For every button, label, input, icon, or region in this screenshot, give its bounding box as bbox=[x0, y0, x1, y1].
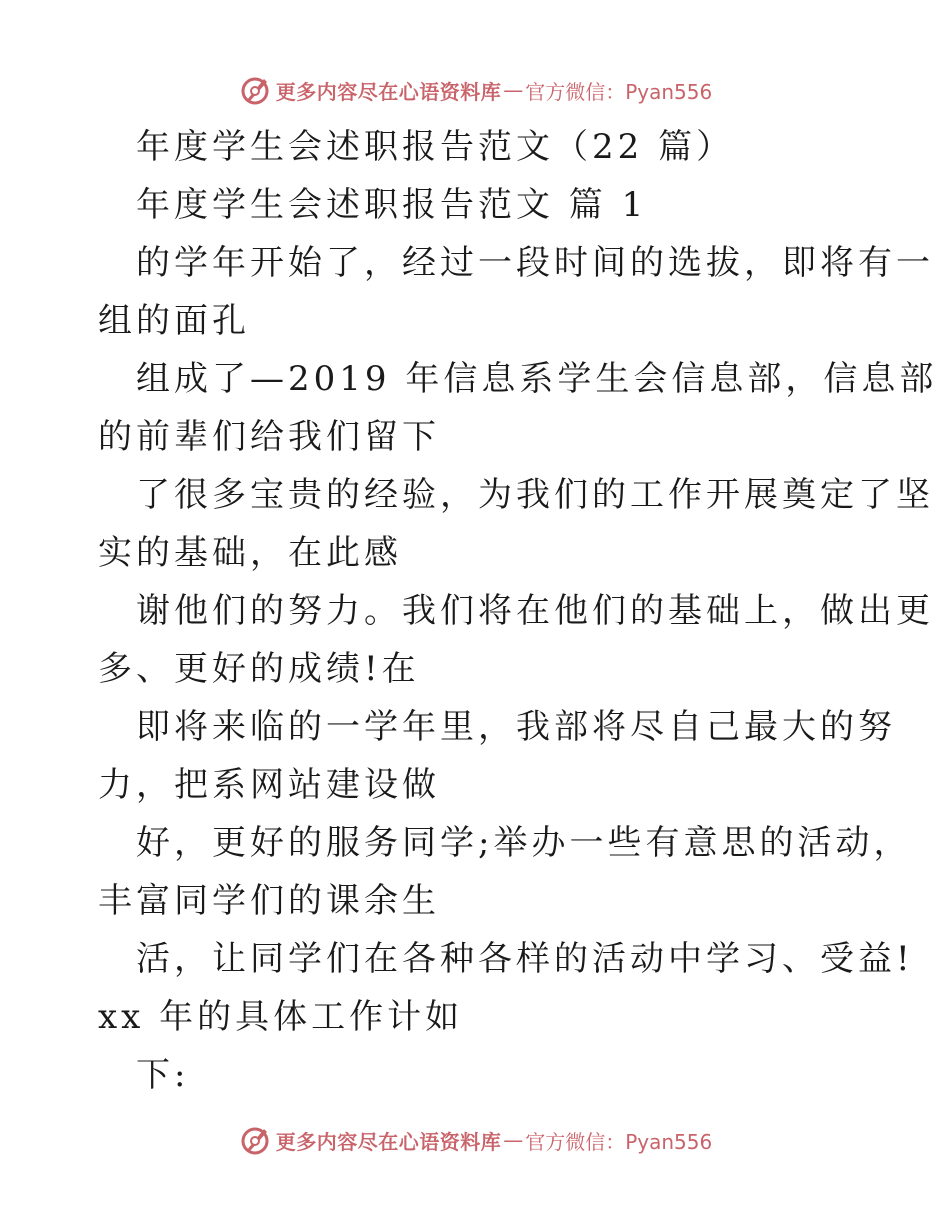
header-banner bbox=[0, 68, 950, 112]
paragraph-line: 实的基础，在此感 bbox=[98, 533, 402, 573]
footer-dash: — bbox=[503, 1128, 524, 1152]
paragraph-line: 丰富同学们的课余生 bbox=[98, 881, 440, 921]
document-title: 年度学生会述职报告范文（22 篇） bbox=[136, 127, 735, 167]
document-body bbox=[98, 118, 938, 1104]
paragraph-line: 多、更好的成绩!在 bbox=[98, 649, 420, 689]
paragraph-line: 组成了—2019 年信息系学生会信息部，信息部 bbox=[136, 359, 938, 399]
footer-contact: 官方微信：Pyan556 bbox=[525, 1129, 713, 1154]
quill-logo-icon bbox=[238, 73, 272, 107]
header-slogan: 更多内容尽在心语资料库 bbox=[275, 79, 502, 104]
footer-banner bbox=[0, 1118, 950, 1162]
paragraph-line: 下: bbox=[136, 1055, 190, 1095]
paragraph-line: 好，更好的服务同学;举办一些有意思的活动， bbox=[136, 823, 912, 863]
paragraph-line: 活，让同学们在各种各样的活动中学习、受益! bbox=[136, 939, 914, 979]
section-heading: 年度学生会述职报告范文 篇 1 bbox=[136, 185, 648, 225]
quill-logo-icon bbox=[238, 1123, 272, 1157]
header-contact: 官方微信：Pyan556 bbox=[525, 79, 713, 104]
paragraph-line: 谢他们的努力。我们将在他们的基础上，做出更 bbox=[136, 591, 934, 631]
paragraph-line: 的前辈们给我们留下 bbox=[98, 417, 440, 457]
paragraph-line: 力，把系网站建设做 bbox=[98, 765, 440, 805]
paragraph-line: 即将来临的一学年里，我部将尽自己最大的努 bbox=[136, 707, 896, 747]
paragraph-line: 的学年开始了，经过一段时间的选拔，即将有一 bbox=[136, 243, 934, 283]
header-dash: — bbox=[503, 78, 524, 102]
paragraph-line: xx 年的具体工作计如 bbox=[98, 997, 464, 1037]
paragraph-line: 了很多宝贵的经验，为我们的工作开展奠定了坚 bbox=[136, 475, 934, 515]
paragraph-line: 组的面孔 bbox=[98, 301, 250, 341]
footer-slogan: 更多内容尽在心语资料库 bbox=[275, 1129, 502, 1154]
